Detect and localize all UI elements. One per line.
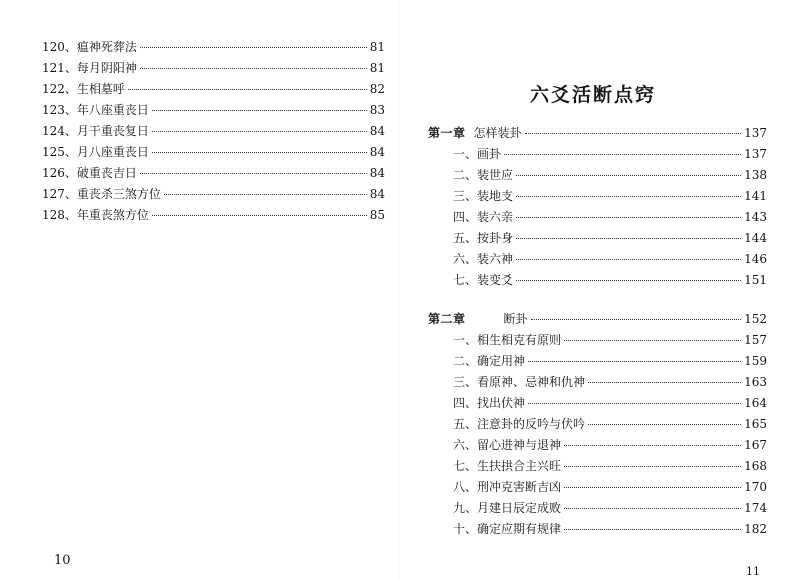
section-title: 六爻活断点窍 <box>529 84 656 106</box>
page-number: 11 <box>746 565 760 578</box>
toc-entry[interactable] <box>453 394 767 414</box>
dot-leader <box>516 175 741 176</box>
entry-number: 123、 <box>42 103 77 117</box>
entry-title: 七、装变爻 <box>453 273 514 287</box>
toc-entry[interactable] <box>453 478 767 498</box>
entry-title: 生相墓呼 <box>76 82 125 96</box>
toc-entry[interactable] <box>453 436 767 456</box>
entry-page: 83 <box>369 103 385 117</box>
entry-number: 122、 <box>42 82 77 96</box>
dot-leader <box>516 196 741 197</box>
toc-entry[interactable] <box>42 206 385 226</box>
entry-title: 八、刑冲克害断吉凶 <box>453 480 562 494</box>
entry-page: 138 <box>744 168 767 182</box>
toc-entry[interactable] <box>453 415 767 435</box>
dot-leader <box>588 424 741 425</box>
toc-entry[interactable] <box>453 250 767 270</box>
dot-leader <box>588 382 741 383</box>
entry-title: 四、装六亲 <box>453 210 514 224</box>
entry-title: 一、画卦 <box>453 147 502 161</box>
entry-page: 146 <box>744 252 767 266</box>
dot-leader <box>140 173 367 174</box>
entry-title: 六、留心进神与退神 <box>453 438 562 452</box>
dot-leader <box>152 152 367 153</box>
entry-title: 五、按卦身 <box>453 231 514 245</box>
dot-leader <box>516 259 741 260</box>
toc-entry[interactable] <box>42 38 385 58</box>
dot-leader <box>152 110 367 111</box>
dot-leader <box>564 340 741 341</box>
toc-entry[interactable] <box>453 352 767 372</box>
dot-leader <box>564 508 741 509</box>
toc-entry[interactable] <box>453 499 767 519</box>
toc-entry[interactable] <box>453 208 767 228</box>
entry-page: 82 <box>369 82 385 96</box>
page-number: 10 <box>54 553 71 568</box>
entry-number: 120、 <box>42 40 77 54</box>
toc-entry[interactable] <box>42 143 385 163</box>
chapter-page: 152 <box>744 312 767 326</box>
dot-leader <box>528 403 741 404</box>
entry-page: 84 <box>369 124 385 138</box>
entry-title: 三、看原神、忌神和仇神 <box>453 375 586 389</box>
toc-entry[interactable] <box>42 122 385 142</box>
toc-entry[interactable] <box>453 187 767 207</box>
entry-page: 159 <box>744 354 767 368</box>
dot-leader <box>516 238 741 239</box>
entry-page: 85 <box>369 208 385 222</box>
entry-page: 168 <box>744 459 767 473</box>
entry-title: 破重丧吉日 <box>76 166 137 180</box>
dot-leader <box>564 487 741 488</box>
entry-page: 182 <box>744 522 767 536</box>
entry-page: 151 <box>744 273 767 287</box>
entry-page: 174 <box>744 501 767 515</box>
entry-title: 二、确定用神 <box>453 354 526 368</box>
entry-page: 84 <box>369 166 385 180</box>
entry-title: 三、装地支 <box>453 189 514 203</box>
entry-page: 141 <box>744 189 767 203</box>
entry-title: 一、相生相克有原则 <box>453 333 562 347</box>
chapter-label: 第二章 <box>428 312 466 326</box>
toc-entry[interactable] <box>42 80 385 100</box>
dot-leader <box>128 89 367 90</box>
dot-leader <box>564 529 741 530</box>
dot-leader <box>516 217 741 218</box>
dot-leader <box>152 131 367 132</box>
toc-entry[interactable] <box>453 271 767 291</box>
entry-title: 六、装六神 <box>453 252 514 266</box>
chapter-label: 第一章 <box>428 126 466 140</box>
entry-title: 瘟神死葬法 <box>76 40 137 54</box>
dot-leader <box>564 466 741 467</box>
entry-number: 121、 <box>42 61 77 75</box>
toc-entry[interactable] <box>453 145 767 165</box>
chapter-entry[interactable] <box>428 124 767 144</box>
entry-title: 七、生扶拱合主兴旺 <box>453 459 562 473</box>
entry-title: 五、注意卦的反吟与伏吟 <box>453 417 586 431</box>
entry-page: 157 <box>744 333 767 347</box>
entry-page: 164 <box>744 396 767 410</box>
chapter-entry[interactable] <box>428 310 767 330</box>
chapter-page: 137 <box>744 126 767 140</box>
entry-page: 81 <box>369 61 385 75</box>
entry-page: 163 <box>744 375 767 389</box>
entry-number: 125、 <box>42 145 77 159</box>
entry-page: 84 <box>369 145 385 159</box>
toc-entry[interactable] <box>42 59 385 79</box>
dot-leader <box>531 319 742 320</box>
entry-page: 81 <box>369 40 385 54</box>
toc-entry[interactable] <box>42 185 385 205</box>
entry-title: 九、月建日辰定成败 <box>453 501 562 515</box>
dot-leader <box>564 445 741 446</box>
toc-entry[interactable] <box>453 457 767 477</box>
toc-entry[interactable] <box>453 373 767 393</box>
entry-number: 124、 <box>42 124 77 138</box>
entry-title: 重丧杀三煞方位 <box>76 187 161 201</box>
entry-title: 每月阴阳神 <box>76 61 137 75</box>
entry-title: 月八座重丧日 <box>76 145 149 159</box>
entry-title: 月干重丧复日 <box>76 124 149 138</box>
entry-title: 十、确定应期有规律 <box>453 522 562 536</box>
entry-title: 年重丧煞方位 <box>76 208 149 222</box>
entry-page: 144 <box>744 231 767 245</box>
entry-page: 137 <box>744 147 767 161</box>
chapter-title: 断卦 <box>503 312 528 326</box>
dot-leader <box>528 361 741 362</box>
toc-entry[interactable] <box>453 520 767 540</box>
dot-leader <box>525 133 742 134</box>
toc-entry[interactable] <box>453 229 767 249</box>
entry-title: 二、装世应 <box>453 168 514 182</box>
entry-number: 128、 <box>42 208 77 222</box>
chapter-title: 怎样装卦 <box>473 126 522 140</box>
entry-number: 126、 <box>42 166 77 180</box>
right-page <box>400 0 793 579</box>
toc-entry[interactable] <box>453 331 767 351</box>
entry-page: 167 <box>744 438 767 452</box>
dot-leader <box>140 47 367 48</box>
entry-page: 84 <box>369 187 385 201</box>
entry-title: 四、找出伏神 <box>453 396 526 410</box>
toc-entry[interactable] <box>453 166 767 186</box>
dot-leader <box>504 154 741 155</box>
entry-page: 143 <box>744 210 767 224</box>
entry-title: 年八座重丧日 <box>76 103 149 117</box>
dot-leader <box>516 280 741 281</box>
entry-number: 127、 <box>42 187 77 201</box>
toc-entry[interactable] <box>42 101 385 121</box>
toc-entry[interactable] <box>42 164 385 184</box>
entry-page: 170 <box>744 480 767 494</box>
dot-leader <box>140 68 367 69</box>
dot-leader <box>164 194 367 195</box>
entry-page: 165 <box>744 417 767 431</box>
dot-leader <box>152 215 367 216</box>
